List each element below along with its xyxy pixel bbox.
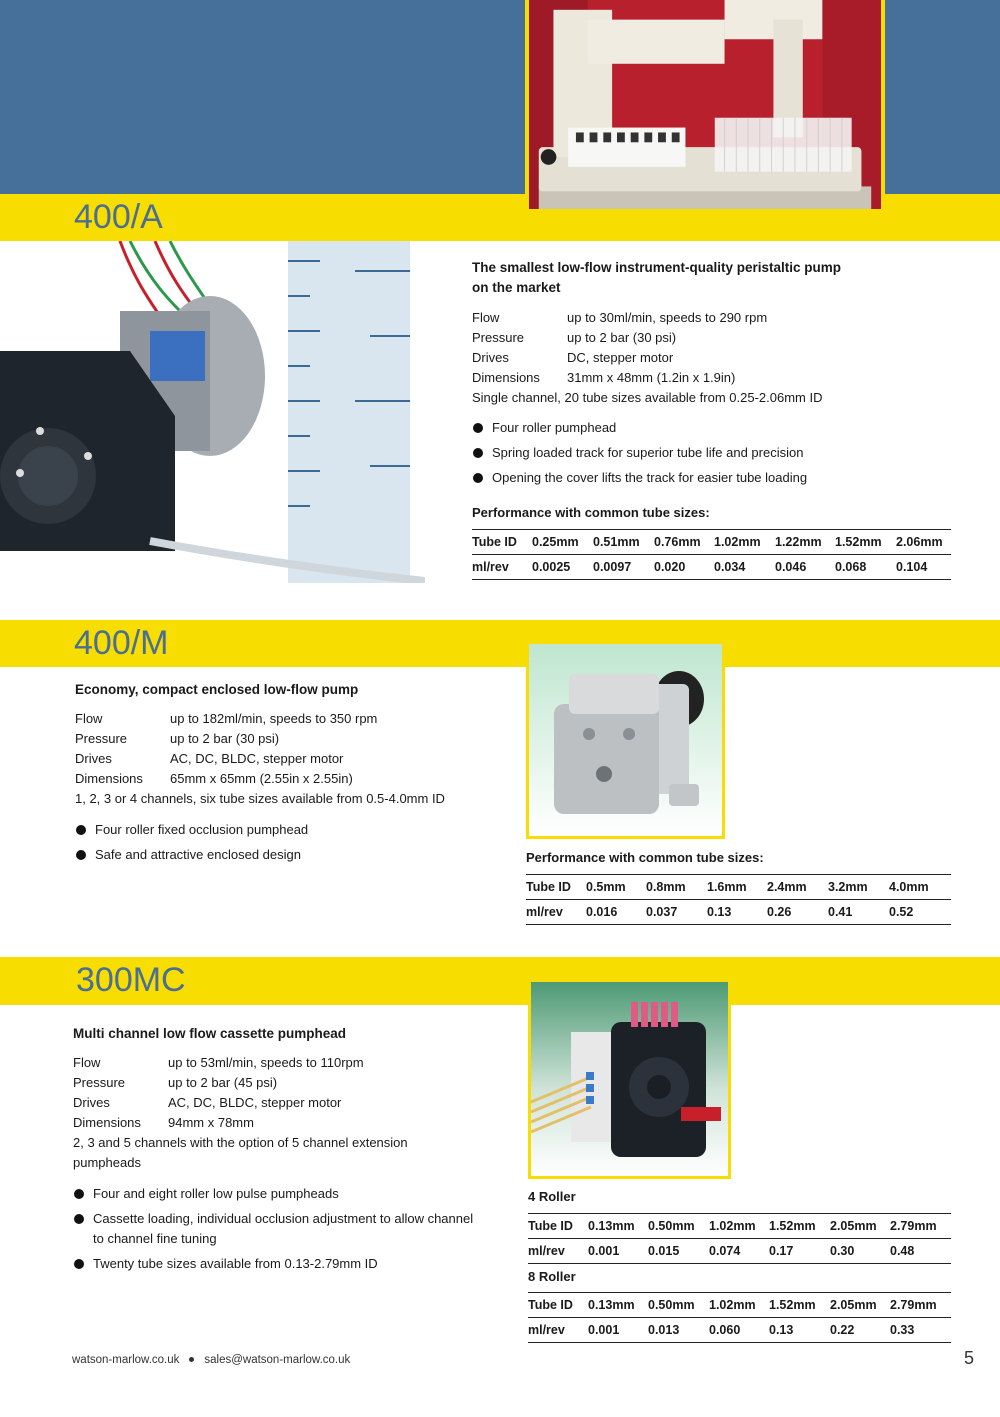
table-row: Tube ID 0.13mm 0.50mm 1.02mm 1.52mm 2.05mm 2.79mm [528,1214,951,1239]
pump-300mc-photo [528,979,731,1179]
feature-list-400a [472,418,807,493]
bullet-icon [473,448,483,458]
spec-note-400m: 1, 2, 3 or 4 channels, six tube sizes available from 0.5-4.0mm ID [75,791,445,806]
bullet-icon [76,850,86,860]
spec-note-400a: Single channel, 20 tube sizes available from 0.25-2.06mm ID [472,390,823,405]
perf-title-400a: Performance with common tube sizes: [472,505,710,520]
perf-title-400m: Performance with common tube sizes: [526,850,764,865]
perf-table-400m [526,874,951,925]
list-item: Spring loaded track for superior tube life and precision [472,443,807,463]
bullet-icon [76,825,86,835]
pump-400m-photo [526,641,725,839]
perf-table-300mc-8roller [528,1292,951,1343]
table-row: Tube ID 0.5mm 0.8mm 1.6mm 2.4mm 3.2mm 4.0mm [526,875,951,900]
instrument-photo [525,0,885,213]
perf-table-300mc-4roller [528,1213,951,1264]
list-item: Four roller fixed occlusion pumphead [75,820,308,840]
bullet-icon [74,1214,84,1224]
table-row: ml/rev 0.016 0.037 0.13 0.26 0.41 0.52 [526,900,951,925]
perf-table-400a [472,529,951,580]
table-row: Tube ID 0.25mm 0.51mm 0.76mm 1.02mm 1.22mm 1.52mm 2.06mm [472,530,951,555]
roller8-title: 8 Roller [528,1269,576,1284]
email-link[interactable]: sales@watson-marlow.co.uk [204,1354,351,1366]
section-title-400a: 400/A [74,198,163,236]
table-row: Tube ID 0.13mm 0.50mm 1.02mm 1.52mm 2.05mm 2.79mm [528,1293,951,1318]
spec-note-300mc: 2, 3 and 5 channels with the option of 5 channel extension [73,1135,408,1150]
headline-400a: The smallest low-flow instrument-quality peristaltic pump on the market [472,260,842,295]
spec-list-400a: Flow up to 30ml/min, speeds to 290 rpm Pressure up to 2 bar (30 psi) Drives DC, stepper motor Dimensions 31mm x 48mm (1.2in x 1.9in) Single channel, 20 tube sizes available from 0.25-2.06mm ID [472,308,822,408]
bullet-icon [74,1189,84,1199]
bullet-icon [473,423,483,433]
list-item: Safe and attractive enclosed design [75,845,308,865]
table-row: ml/rev 0.0025 0.0097 0.020 0.034 0.046 0.068 0.104 [472,555,951,580]
section-title-300mc: 300MC [76,961,186,999]
spec-list-400m: Flow up to 182ml/min, speeds to 350 rpm Pressure up to 2 bar (30 psi) Drives AC, DC, BLDC, stepper motor Dimensions 65mm x 65mm (2.55in x 2.55in) 1, 2, 3 or 4 channels, six tube sizes available from 0.5-4.0mm ID [75,709,445,809]
headline-300mc: Multi channel low flow cassette pumphead [73,1026,347,1041]
list-item: Twenty tube sizes available from 0.13-2.79mm ID [73,1254,503,1274]
pump-400a-photo [0,241,425,583]
separator-dot-icon [189,1357,194,1362]
website-link[interactable]: watson-marlow.co.uk [72,1354,180,1366]
table-row: ml/rev 0.001 0.013 0.060 0.13 0.22 0.33 [528,1318,951,1343]
headline-400m: Economy, compact enclosed low-flow pump [75,682,359,697]
feature-list-400m [75,820,308,870]
list-item: Cassette loading, individual occlusion adjustment to allow channel to channel fine tuning [73,1209,503,1249]
table-row: ml/rev 0.001 0.015 0.074 0.17 0.30 0.48 [528,1239,951,1264]
list-item: Four and eight roller low pulse pumpheads [73,1184,503,1204]
feature-list-300mc [73,1184,503,1279]
roller4-title: 4 Roller [528,1189,576,1204]
spec-list-300mc: Flow up to 53ml/min, speeds to 110rpm Pressure up to 2 bar (45 psi) Drives AC, DC, BLDC, stepper motor Dimensions 94mm x 78mm 2, 3 and 5 channels with the option of 5 channel extension pumpheads [73,1055,408,1170]
section-title-400m: 400/M [74,624,169,662]
bullet-icon [74,1259,84,1269]
footer [72,1354,350,1366]
list-item: Opening the cover lifts the track for easier tube loading [472,468,807,488]
bullet-icon [473,473,483,483]
list-item: Four roller pumphead [472,418,807,438]
page-number: 5 [964,1348,975,1368]
